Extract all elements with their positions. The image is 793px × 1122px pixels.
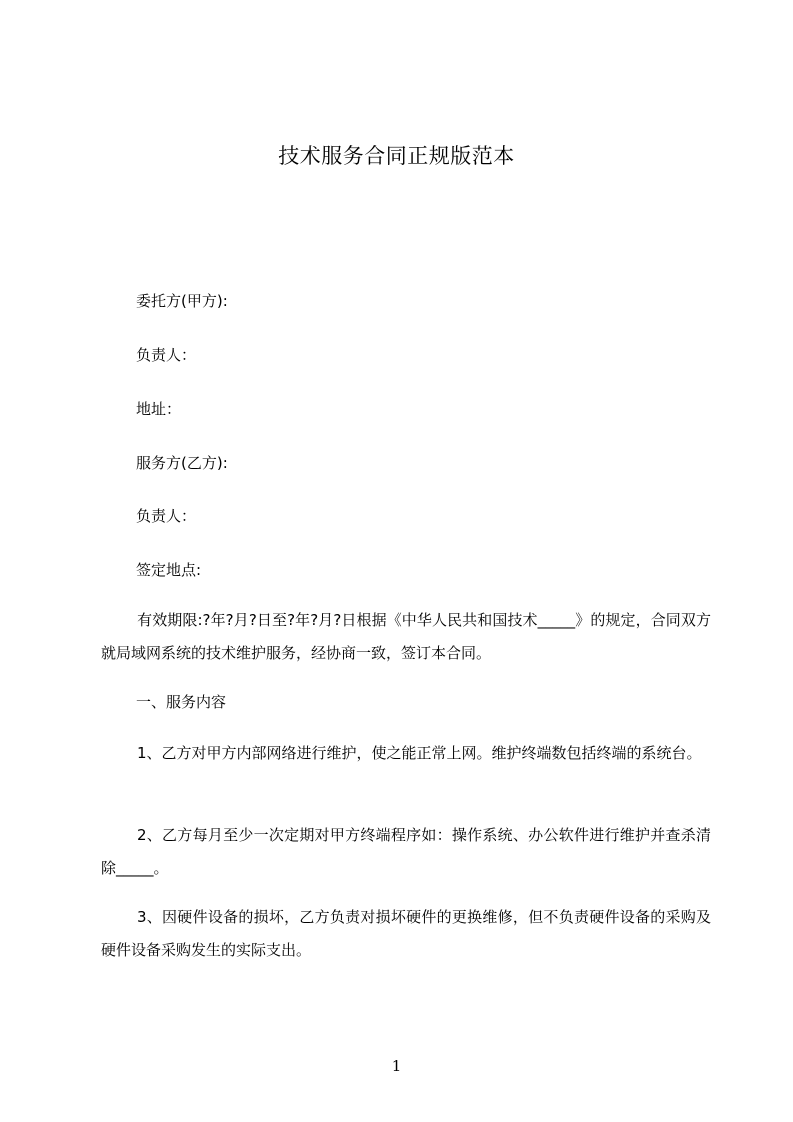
signing-place-field: 签定地点: [136, 561, 202, 579]
list-item [101, 901, 711, 967]
list-item [101, 819, 711, 885]
provider-rep-field: 负责人： [136, 507, 197, 525]
list-item [101, 737, 711, 770]
provider-field: 服务方(乙方): [136, 454, 228, 472]
document-title: 技术服务合同正规版范本 [278, 144, 515, 168]
client-rep-field: 负责人： [136, 346, 197, 364]
list-item-text: 1、乙方对甲方内部网络进行维护，使之能正常上网。维护终端数包括终端的系统台。 [137, 744, 702, 762]
address-field: 地址： [136, 400, 182, 418]
intro-paragraph [101, 604, 711, 670]
page-number: 1 [391, 1057, 402, 1075]
list-item-text: 3、因硬件设备的损坏，乙方负责对损坏硬件的更换维修，但不负责硬件设备的采购及硬件设备采购发生的实际支出。 [101, 908, 711, 959]
intro-text: 有效期限:?年?月?日至?年?月?日根据《中华人民共和国技术_____》的规定，合同双方就局域网系统的技术维护服务，经协商一致，签订本合同。 [101, 611, 711, 662]
client-field: 委托方(甲方): [136, 292, 228, 310]
section-heading: 一、服务内容 [136, 693, 227, 711]
list-item-text: 2、乙方每月至少一次定期对甲方终端程序如：操作系统、办公软件进行维护并查杀清除_____。 [101, 826, 711, 877]
